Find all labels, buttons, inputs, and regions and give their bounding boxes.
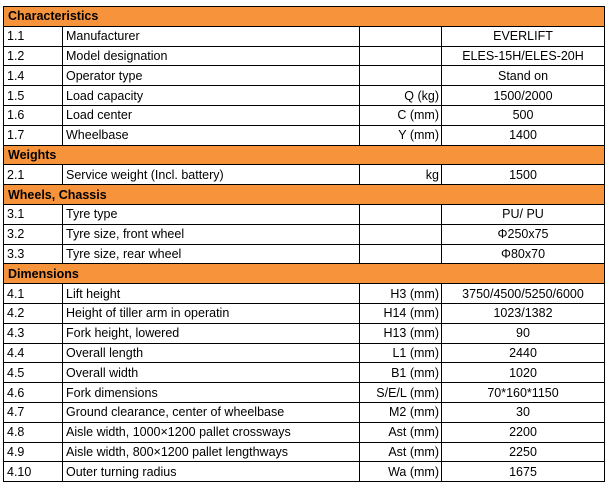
row-number: 4.9: [4, 442, 63, 462]
row-number: 4.2: [4, 303, 63, 323]
row-value: PU/ PU: [442, 204, 605, 224]
row-name: Service weight (Incl. battery): [63, 165, 360, 185]
row-value: 2200: [442, 422, 605, 442]
row-unit: [360, 244, 442, 264]
table-row: [4, 422, 605, 442]
section-header: [4, 145, 605, 165]
specifications-body: [4, 7, 605, 482]
table-row: [4, 46, 605, 66]
section-title: Dimensions: [4, 264, 605, 284]
row-value: Stand on: [442, 66, 605, 86]
table-row: [4, 224, 605, 244]
row-unit: B1 (mm): [360, 363, 442, 383]
row-value: 1500/2000: [442, 86, 605, 106]
table-row: [4, 383, 605, 403]
table-row: [4, 462, 605, 482]
section-header: [4, 7, 605, 27]
row-name: Overall width: [63, 363, 360, 383]
table-row: [4, 165, 605, 185]
row-number: 4.1: [4, 284, 63, 304]
row-value: 1675: [442, 462, 605, 482]
row-number: 4.10: [4, 462, 63, 482]
row-name: Lift height: [63, 284, 360, 304]
row-number: 1.4: [4, 66, 63, 86]
row-value: Φ250x75: [442, 224, 605, 244]
row-name: Tyre size, rear wheel: [63, 244, 360, 264]
row-unit: S/E/L (mm): [360, 383, 442, 403]
row-number: 4.5: [4, 363, 63, 383]
row-unit: C (mm): [360, 105, 442, 125]
row-unit: [360, 204, 442, 224]
row-number: 4.4: [4, 343, 63, 363]
row-unit: H3 (mm): [360, 284, 442, 304]
row-unit: Ast (mm): [360, 442, 442, 462]
row-number: 1.1: [4, 26, 63, 46]
section-title: Weights: [4, 145, 605, 165]
section-title: Wheels, Chassis: [4, 185, 605, 205]
row-value: 3750/4500/5250/6000: [442, 284, 605, 304]
table-row: [4, 204, 605, 224]
row-number: 3.2: [4, 224, 63, 244]
row-unit: M2 (mm): [360, 402, 442, 422]
row-name: Fork height, lowered: [63, 323, 360, 343]
table-row: [4, 323, 605, 343]
row-number: 4.3: [4, 323, 63, 343]
row-name: Aisle width, 1000×1200 pallet crossways: [63, 422, 360, 442]
row-value: 500: [442, 105, 605, 125]
row-name: Operator type: [63, 66, 360, 86]
table-row: [4, 343, 605, 363]
table-row: [4, 402, 605, 422]
row-unit: [360, 26, 442, 46]
row-value: 1500: [442, 165, 605, 185]
row-number: 1.2: [4, 46, 63, 66]
row-number: 4.6: [4, 383, 63, 403]
section-header: [4, 185, 605, 205]
table-row: [4, 66, 605, 86]
row-name: Manufacturer: [63, 26, 360, 46]
row-value: 2250: [442, 442, 605, 462]
row-name: Fork dimensions: [63, 383, 360, 403]
row-number: 3.1: [4, 204, 63, 224]
row-number: 1.5: [4, 86, 63, 106]
specifications-table: [3, 6, 605, 482]
row-unit: Q (kg): [360, 86, 442, 106]
row-name: Wheelbase: [63, 125, 360, 145]
row-number: 1.7: [4, 125, 63, 145]
row-value: 2440: [442, 343, 605, 363]
row-value: 30: [442, 402, 605, 422]
row-value: 1020: [442, 363, 605, 383]
row-name: Load capacity: [63, 86, 360, 106]
row-number: 1.6: [4, 105, 63, 125]
row-unit: [360, 224, 442, 244]
row-number: 3.3: [4, 244, 63, 264]
table-row: [4, 244, 605, 264]
table-row: [4, 26, 605, 46]
row-number: 2.1: [4, 165, 63, 185]
row-unit: H14 (mm): [360, 303, 442, 323]
row-unit: H13 (mm): [360, 323, 442, 343]
table-row: [4, 303, 605, 323]
spec-sheet: [3, 6, 604, 482]
section-header: [4, 264, 605, 284]
row-name: Ground clearance, center of wheelbase: [63, 402, 360, 422]
row-name: Load center: [63, 105, 360, 125]
row-unit: Ast (mm): [360, 422, 442, 442]
row-unit: [360, 46, 442, 66]
row-name: Height of tiller arm in operatin: [63, 303, 360, 323]
row-value: EVERLIFT: [442, 26, 605, 46]
row-unit: L1 (mm): [360, 343, 442, 363]
row-name: Model designation: [63, 46, 360, 66]
row-name: Overall length: [63, 343, 360, 363]
row-number: 4.8: [4, 422, 63, 442]
row-name: Outer turning radius: [63, 462, 360, 482]
row-name: Tyre type: [63, 204, 360, 224]
row-unit: Wa (mm): [360, 462, 442, 482]
row-value: 1400: [442, 125, 605, 145]
section-title: Characteristics: [4, 7, 605, 27]
row-value: ELES-15H/ELES-20H: [442, 46, 605, 66]
table-row: [4, 284, 605, 304]
table-row: [4, 125, 605, 145]
table-row: [4, 86, 605, 106]
row-name: Aisle width, 800×1200 pallet lengthways: [63, 442, 360, 462]
table-row: [4, 105, 605, 125]
row-value: 70*160*1150: [442, 383, 605, 403]
row-value: Φ80x70: [442, 244, 605, 264]
row-value: 1023/1382: [442, 303, 605, 323]
row-number: 4.7: [4, 402, 63, 422]
row-unit: Y (mm): [360, 125, 442, 145]
row-unit: kg: [360, 165, 442, 185]
row-name: Tyre size, front wheel: [63, 224, 360, 244]
row-unit: [360, 66, 442, 86]
table-row: [4, 363, 605, 383]
table-row: [4, 442, 605, 462]
row-value: 90: [442, 323, 605, 343]
